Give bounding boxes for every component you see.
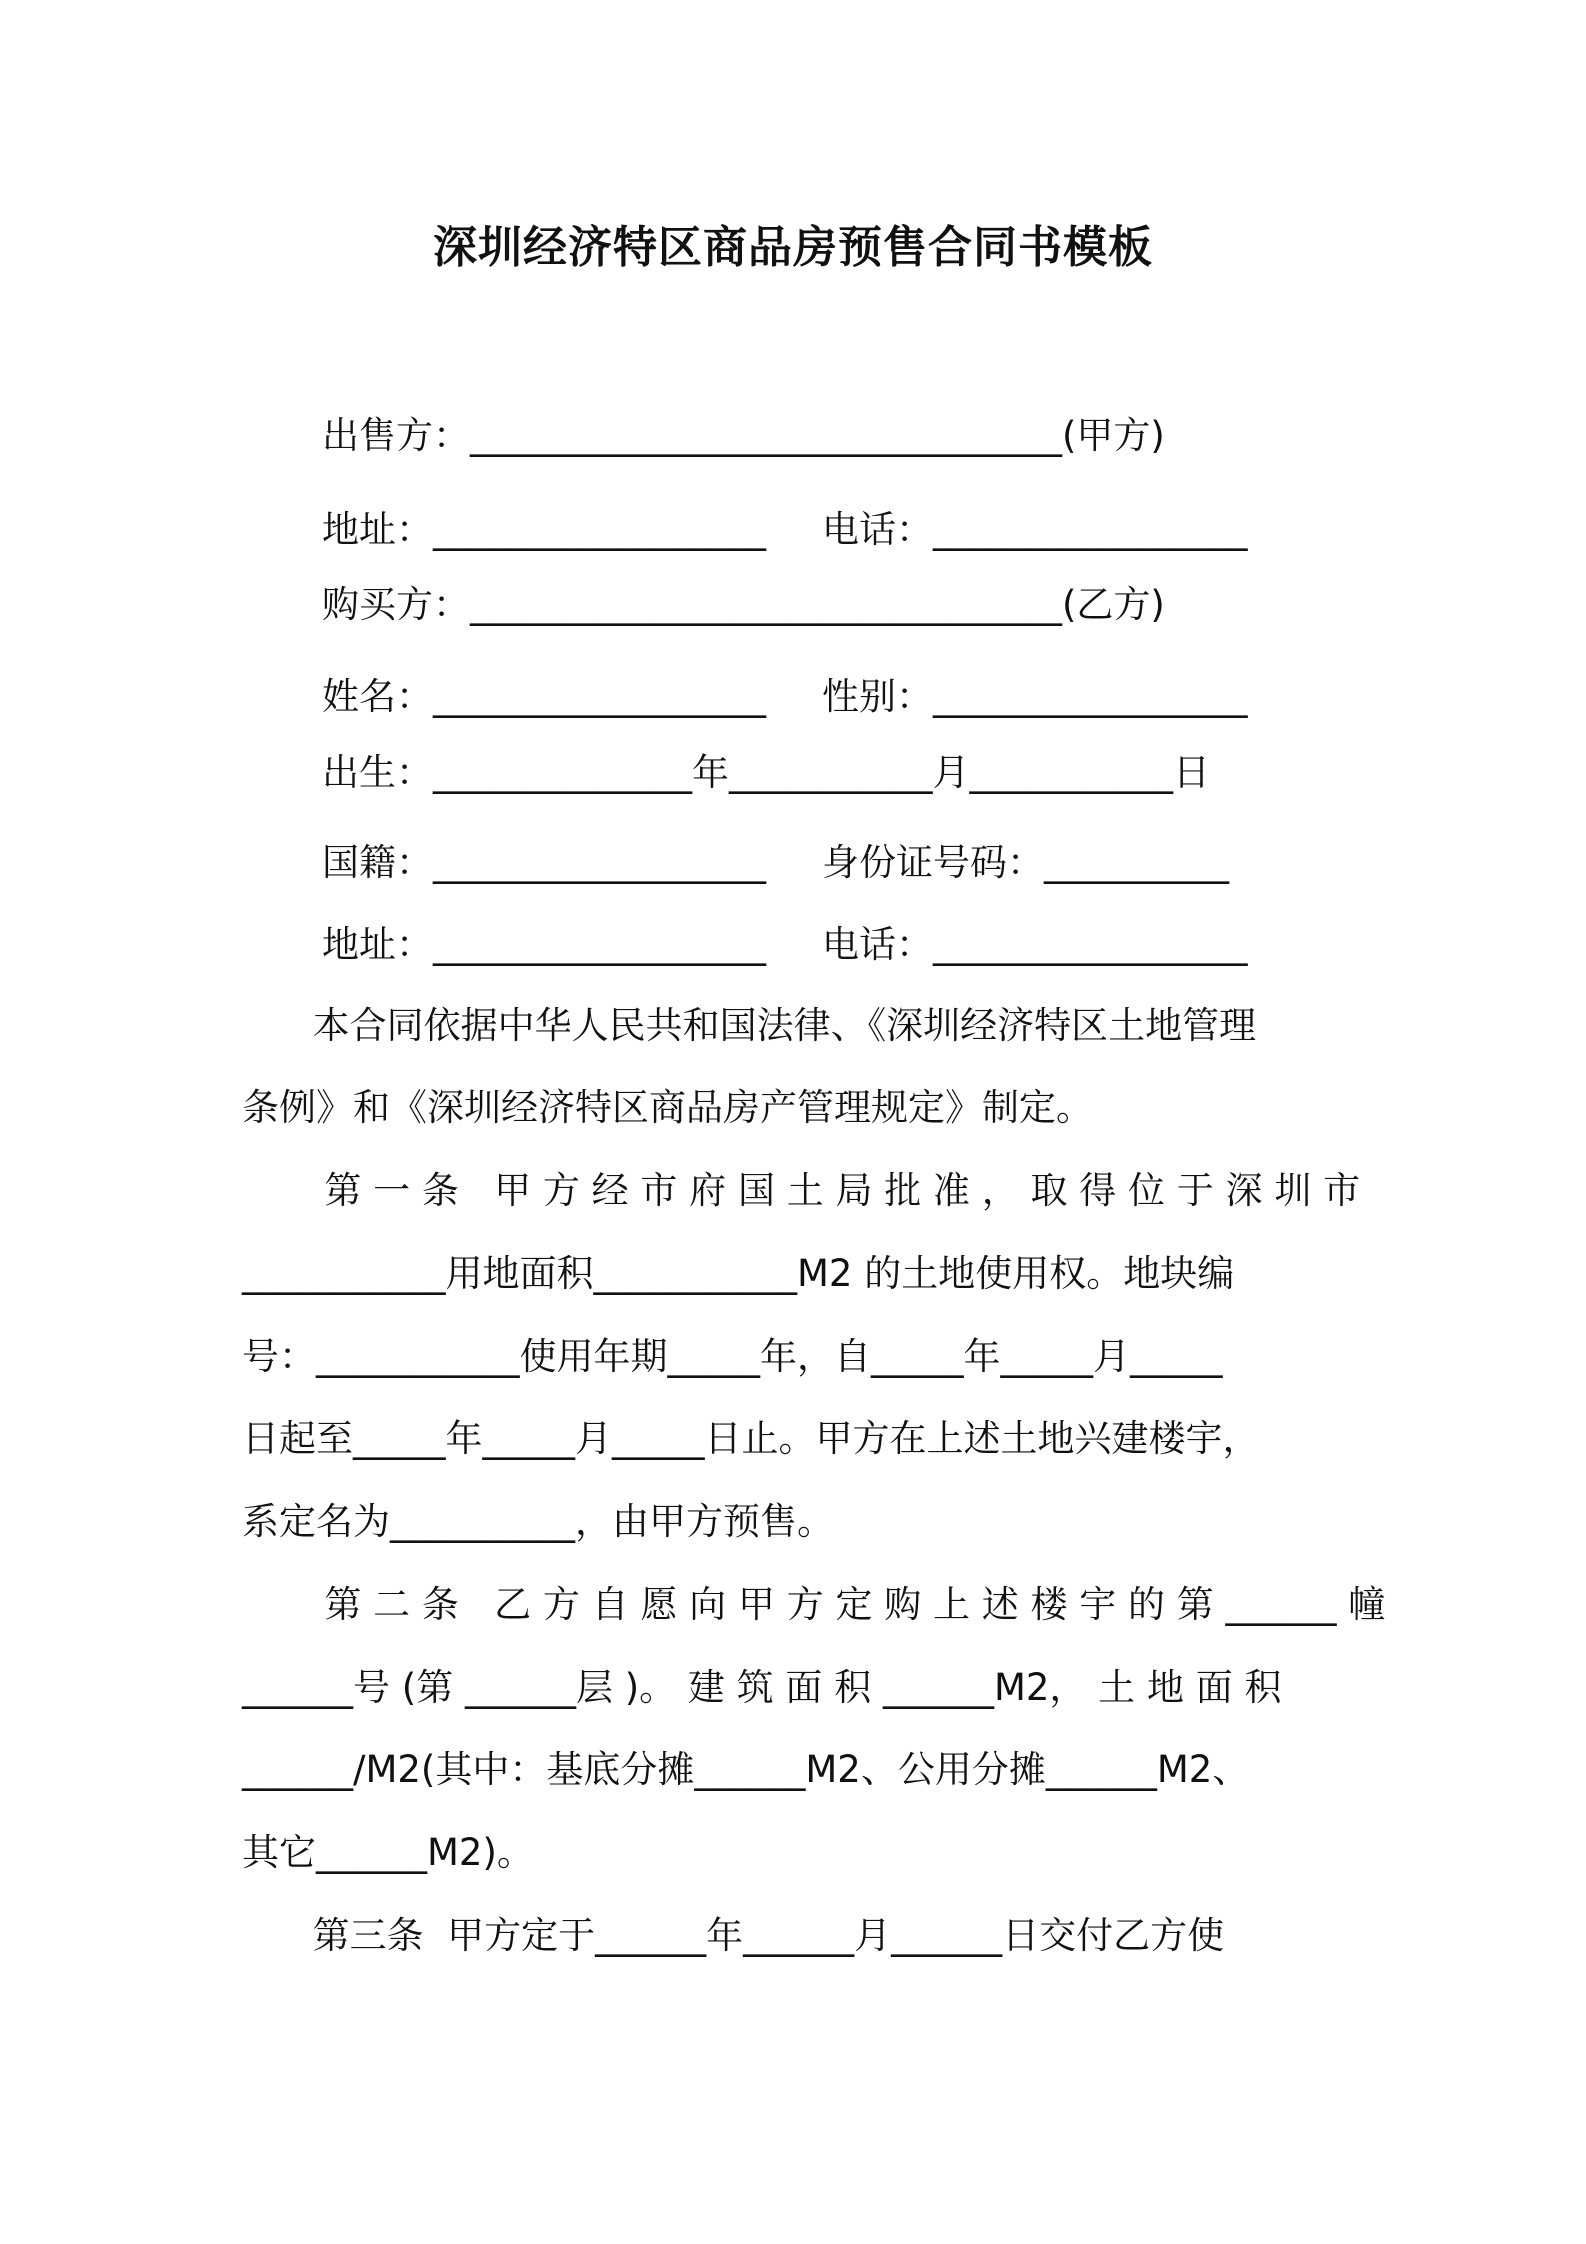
buyer-gender-field: 性别：_________________ [822, 675, 1248, 718]
id-number-field: 身份证号码：__________ [822, 841, 1229, 884]
body-line: 条例》和《深圳经济特区商品房产管理规定》制定。 [242, 1086, 1093, 1129]
document-title: 深圳经济特区商品房预售合同书模板 [433, 222, 1153, 273]
buyer-phone-field: 电话：_________________ [822, 923, 1248, 966]
body-line: 本合同依据中华人民共和国法律、《深圳经济特区土地管理 [242, 1004, 1257, 1047]
seller-field: 出售方：________________________________(甲方) [322, 414, 1165, 457]
buyer-name-field: 姓名：__________________ [322, 675, 766, 718]
body-line: 号：___________使用年期_____年，自_____年_____月_____ [242, 1335, 1223, 1378]
seller-address-field: 地址：__________________ [322, 508, 766, 551]
body-line: 第 二 条 乙 方 自 愿 向 甲 方 定 购 上 述 楼 宇 的 第 ______ 幢 [242, 1583, 1386, 1626]
body-line: ______/M2(其中：基底分摊______M2、公用分摊______M2、 [242, 1748, 1250, 1791]
body-line: 第 一 条 甲 方 经 市 府 国 土 局 批 准 ， 取 得 位 于 深 圳 市 [242, 1169, 1361, 1212]
buyer-address-field: 地址：__________________ [322, 923, 766, 966]
birth-field: 出生：______________年___________月___________日 [322, 751, 1210, 794]
body-line: ______号 (第 ______层 )。 建 筑 面 积 ______M2， 土 地 面 积 [242, 1666, 1282, 1709]
nationality-field: 国籍：__________________ [322, 841, 766, 884]
body-line: 其它______M2)。 [242, 1831, 534, 1874]
body-line: 系定名为__________，由甲方预售。 [242, 1500, 834, 1543]
body-line: ___________用地面积___________M2 的土地使用权。地块编 [242, 1252, 1235, 1295]
body-line: 日起至_____年_____月_____日止。甲方在上述土地兴建楼宇， [242, 1417, 1260, 1460]
seller-phone-field: 电话：_________________ [822, 508, 1248, 551]
buyer-field: 购买方：________________________________(乙方) [322, 583, 1165, 626]
body-line: 第三条 甲方定于______年______月______日交付乙方使 [242, 1914, 1225, 1957]
